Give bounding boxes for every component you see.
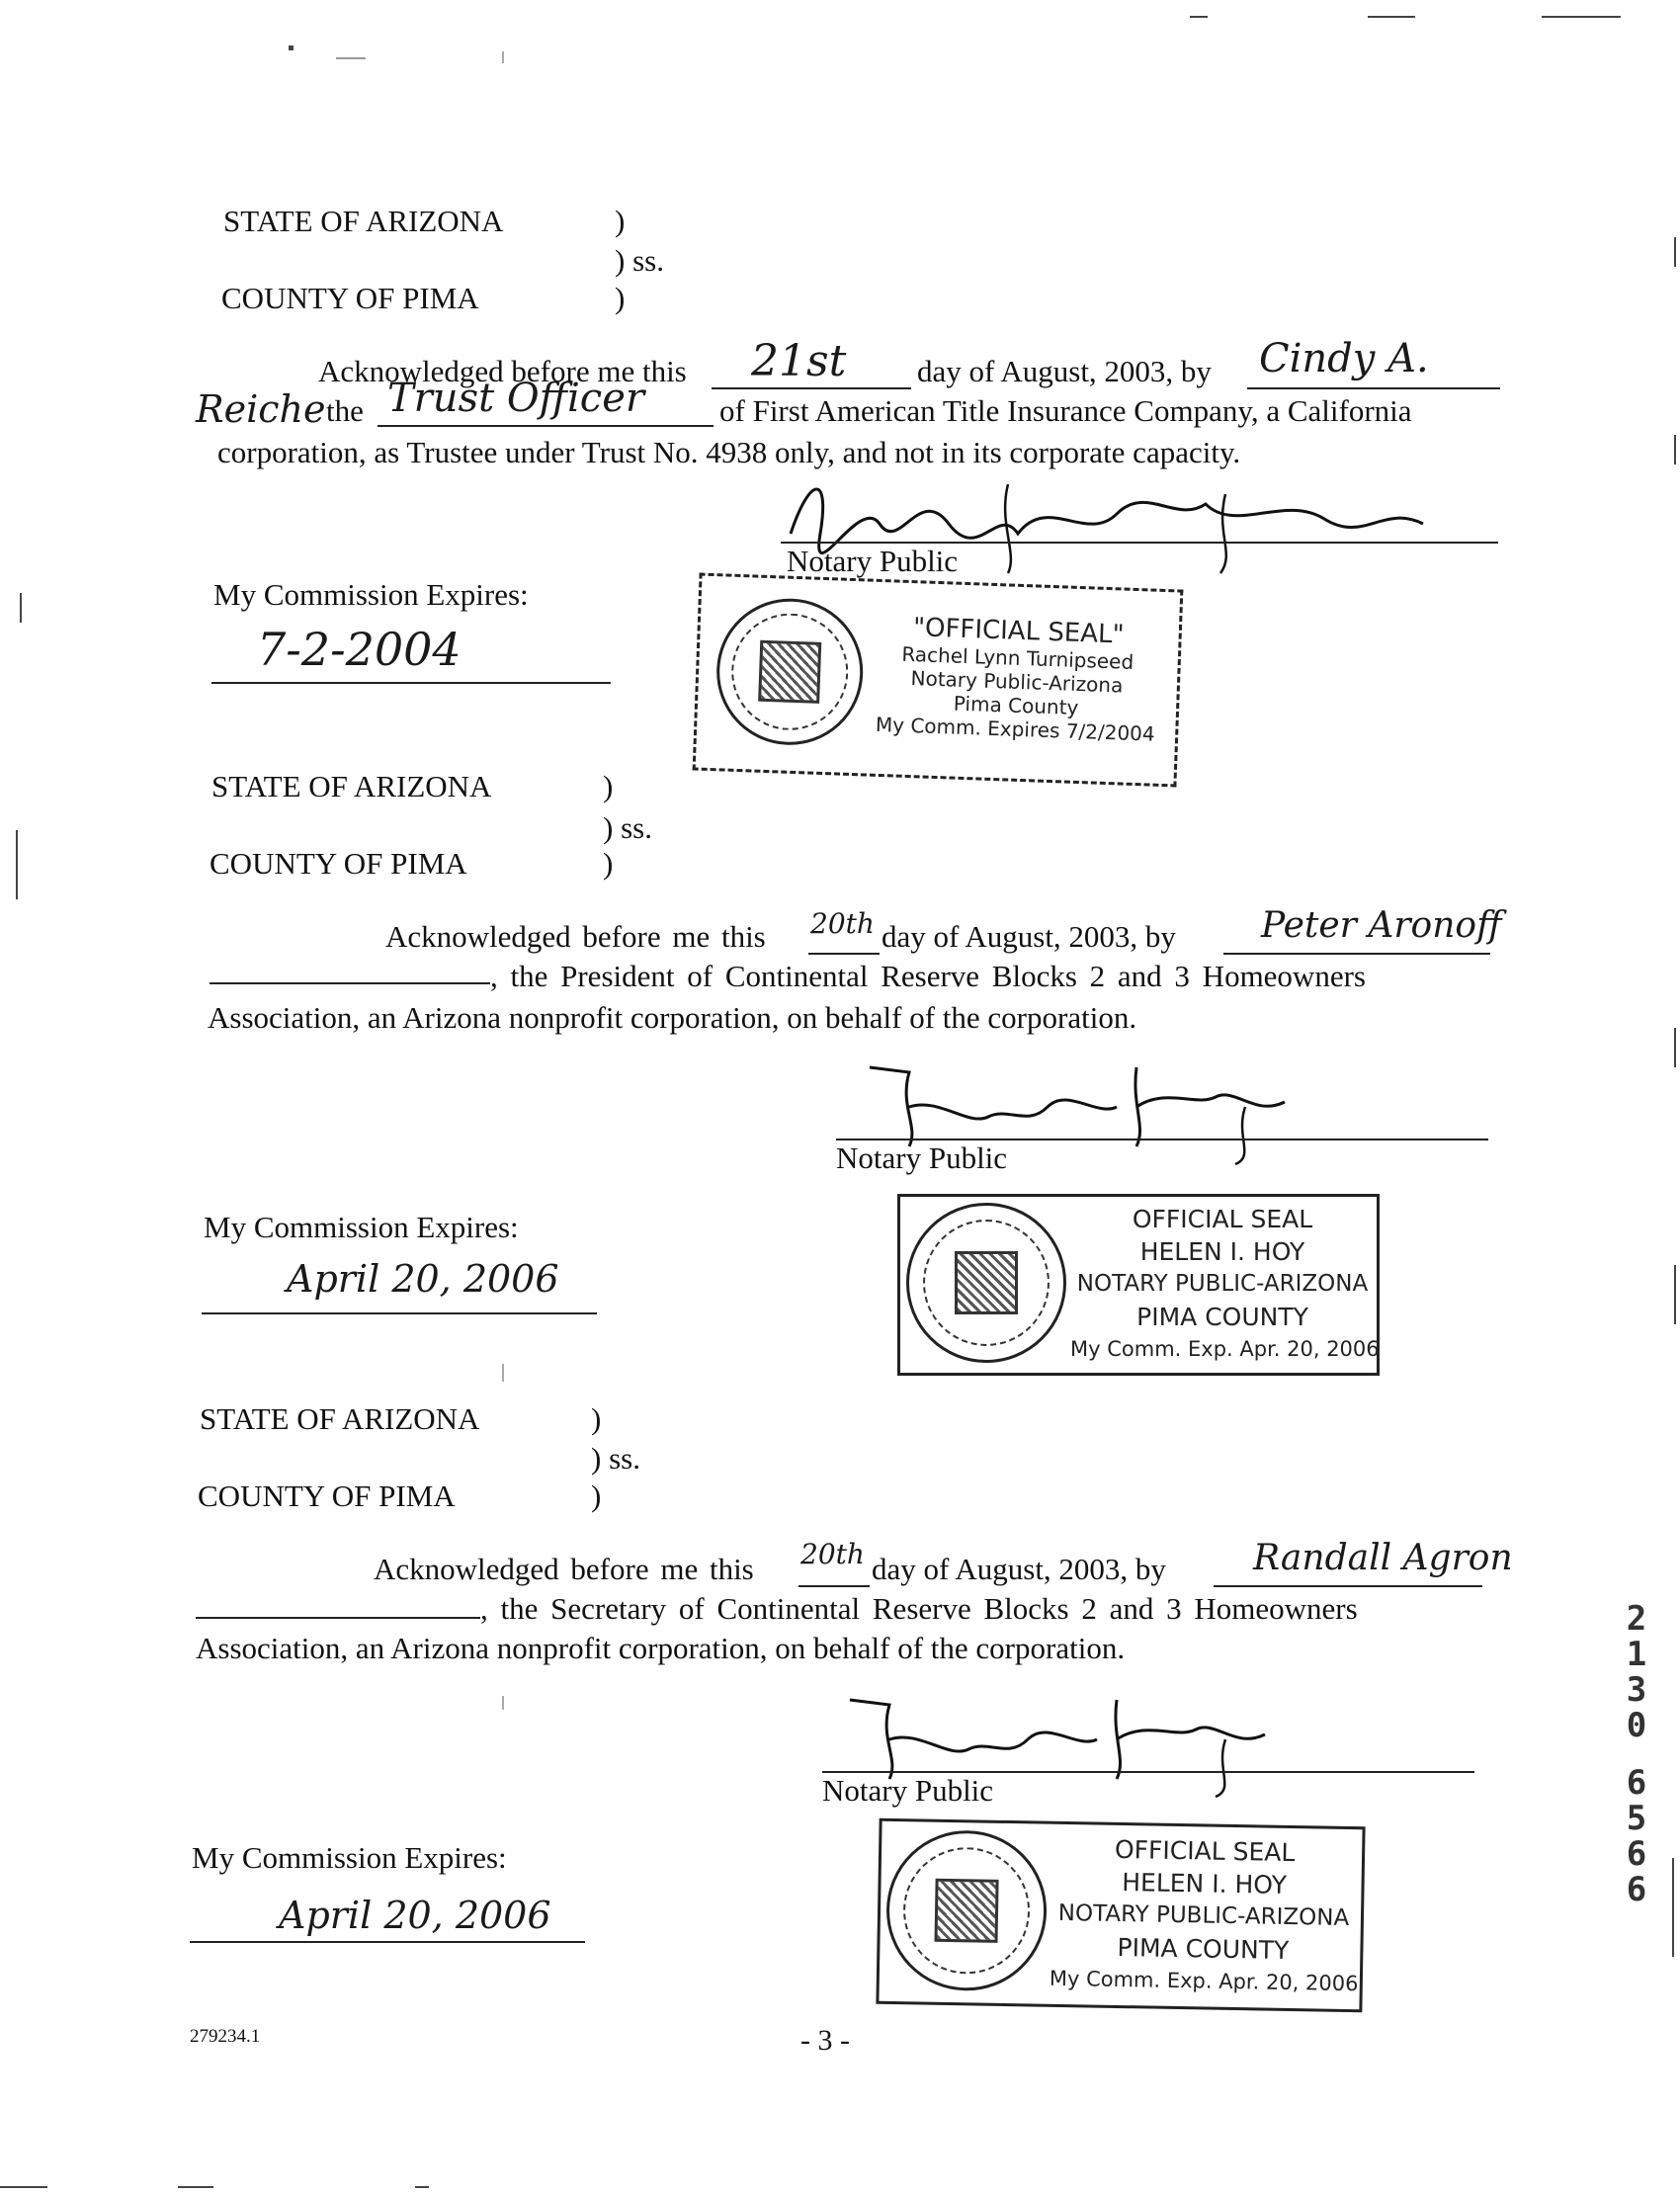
handwritten-expiry: April 20, 2006 xyxy=(287,1257,559,1301)
page-number: - 3 - xyxy=(800,2024,850,2057)
stamp-digit: 3 xyxy=(1626,1670,1647,1710)
stamp-digit: 6 xyxy=(1626,1870,1647,1909)
seal-line: NOTARY PUBLIC-ARIZONA xyxy=(1076,1271,1369,1297)
stamp-digit: 1 xyxy=(1626,1635,1647,1674)
paren: ) xyxy=(591,1478,602,1513)
seal-line: Notary Public-Arizona xyxy=(910,666,1124,698)
handwritten-day: 20th xyxy=(800,1538,865,1570)
ack-intro: Acknowledged before me this xyxy=(385,919,766,954)
state-line: STATE OF ARIZONA xyxy=(223,204,504,238)
stamp-digit: 6 xyxy=(1626,1834,1647,1874)
paren: ) xyxy=(603,769,614,803)
state-line: STATE OF ARIZONA xyxy=(211,769,492,803)
stamp-digit: 2 xyxy=(1626,1599,1647,1639)
handwritten-name: Peter Aronoff xyxy=(1261,905,1502,946)
seal-line: "OFFICIAL SEAL" xyxy=(912,613,1125,650)
state-seal-icon xyxy=(906,1203,1066,1363)
paren: ) xyxy=(603,846,614,881)
ack-line-3: Association, an Arizona nonprofit corporation, on behalf of the corporation. xyxy=(208,1000,1137,1035)
handwritten-name: Cindy A. xyxy=(1259,336,1429,381)
ack-line-2: of First American Title Insurance Company, a California xyxy=(719,393,1412,428)
official-seal-stamp xyxy=(693,573,1184,788)
seal-line: Pima County xyxy=(953,691,1079,719)
county-line: COUNTY OF PIMA xyxy=(210,846,467,881)
handwritten-expiry: April 20, 2006 xyxy=(279,1894,551,1937)
state-seal-icon xyxy=(714,596,866,747)
seal-line: PIMA COUNTY xyxy=(1136,1303,1308,1331)
ss-mark: ) ss. xyxy=(615,243,664,278)
the-word: the xyxy=(326,393,364,428)
seal-line: PIMA COUNTY xyxy=(1117,1932,1290,1965)
ack-line-2: , the Secretary of Continental Reserve Blocks 2 and 3 Homeowners xyxy=(480,1591,1358,1626)
handwritten-name: Randall Agron xyxy=(1253,1538,1513,1578)
notary-public-label: Notary Public xyxy=(787,544,959,578)
handwritten-title: Trust Officer xyxy=(387,376,644,421)
commission-label: My Commission Expires: xyxy=(204,1210,519,1244)
ack-date-text: day of August, 2003, by xyxy=(882,919,1176,954)
handwritten-day: 21st xyxy=(751,336,847,386)
ack-line-3: Association, an Arizona nonprofit corporation, on behalf of the corporation. xyxy=(196,1631,1126,1665)
ack-date-text: day of August, 2003, by xyxy=(872,1552,1166,1586)
official-seal-stamp xyxy=(897,1194,1380,1376)
handwritten-name-cont: Reiche xyxy=(196,387,326,431)
state-line: STATE OF ARIZONA xyxy=(200,1401,480,1436)
seal-line: My Comm. Exp. Apr. 20, 2006 xyxy=(1070,1337,1380,1361)
seal-line: Rachel Lynn Turnipseed xyxy=(901,641,1134,674)
recording-stamp xyxy=(1617,1601,1656,1907)
seal-line: HELEN I. HOY xyxy=(1139,1237,1305,1266)
ack-intro: Acknowledged before me this xyxy=(374,1552,754,1586)
paren: ) xyxy=(615,204,626,238)
county-line: COUNTY OF PIMA xyxy=(221,281,479,315)
seal-line: OFFICIAL SEAL xyxy=(1114,1834,1296,1868)
paren: ) xyxy=(615,281,626,315)
seal-line: NOTARY PUBLIC-ARIZONA xyxy=(1057,1900,1350,1932)
state-seal-icon xyxy=(885,1829,1049,1992)
seal-line: My Comm. Expires 7/2/2004 xyxy=(875,712,1156,746)
handwritten-expiry: 7-2-2004 xyxy=(257,623,462,676)
seal-line: HELEN I. HOY xyxy=(1122,1868,1288,1900)
county-line: COUNTY OF PIMA xyxy=(198,1478,456,1513)
document-number: 279234.1 xyxy=(190,2026,261,2047)
notary-public-label: Notary Public xyxy=(836,1140,1008,1175)
official-seal-stamp xyxy=(876,1818,1365,2013)
stamp-digit: 5 xyxy=(1626,1799,1647,1838)
ss-mark: ) ss. xyxy=(591,1441,640,1476)
commission-label: My Commission Expires: xyxy=(213,577,529,612)
ack-line-2: , the President of Continental Reserve Blocks 2 and 3 Homeowners xyxy=(490,959,1366,993)
seal-line: OFFICIAL SEAL xyxy=(1132,1205,1313,1233)
paren: ) xyxy=(591,1401,602,1436)
commission-label: My Commission Expires: xyxy=(192,1840,507,1875)
stamp-digit: 0 xyxy=(1626,1706,1647,1745)
ack-line-3: corporation, as Trustee under Trust No. 4938 only, and not in its corporate capacity. xyxy=(217,435,1241,469)
stamp-digit: 6 xyxy=(1626,1763,1647,1803)
handwritten-day: 20th xyxy=(810,907,875,940)
ack-intro: Acknowledged before me this xyxy=(318,354,687,388)
ss-mark: ) ss. xyxy=(603,810,652,845)
ack-date-text: day of August, 2003, by xyxy=(917,354,1212,388)
seal-line: My Comm. Exp. Apr. 20, 2006 xyxy=(1049,1966,1359,1996)
notary-public-label: Notary Public xyxy=(822,1773,994,1808)
